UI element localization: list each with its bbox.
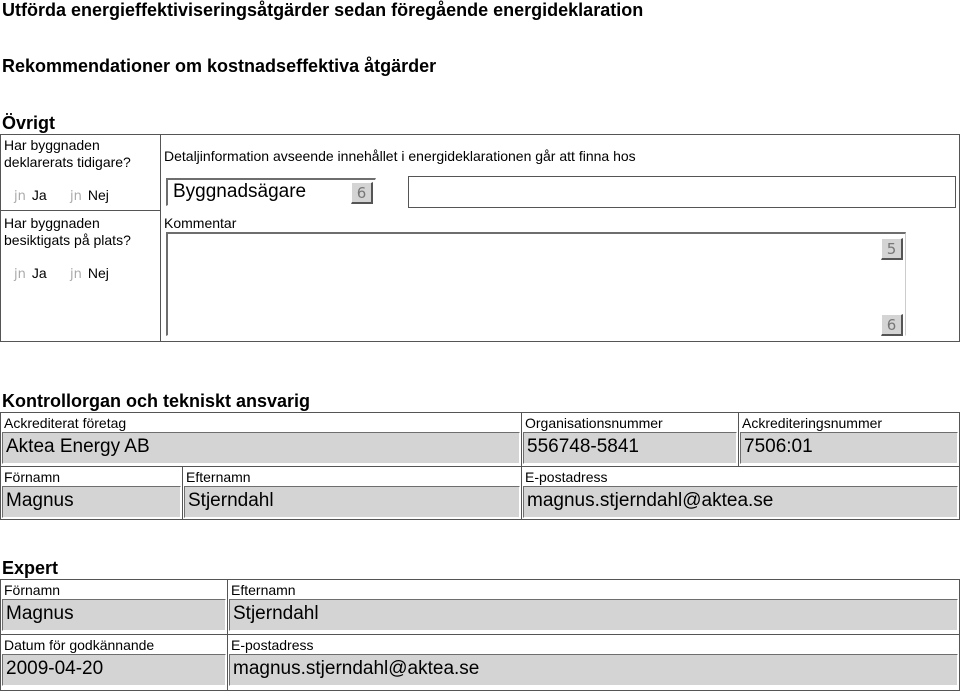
- dropdown-arrow-icon[interactable]: 6: [351, 182, 373, 204]
- yes-label: Ja: [31, 187, 47, 203]
- radio-icon: jn: [14, 189, 26, 204]
- no-label: Nej: [87, 187, 109, 203]
- accreditation-field[interactable]: 7506:01: [740, 432, 958, 464]
- control-email-field[interactable]: magnus.stjerndahl@aktea.se: [523, 486, 958, 518]
- expert-heading: Expert: [2, 558, 59, 578]
- scroll-down-icon[interactable]: 6: [881, 314, 903, 336]
- inspected-yes-radio[interactable]: [14, 265, 47, 282]
- other-heading: Övrigt: [2, 113, 56, 133]
- expert-email-label: E-postadress: [231, 637, 314, 653]
- expert-row-divider: [0, 634, 960, 635]
- company-field[interactable]: Aktea Energy AB: [2, 432, 520, 464]
- approval-date-label: Datum för godkännande: [4, 637, 155, 653]
- control-col-divider-2: [738, 412, 739, 467]
- expert-lastname-field[interactable]: Stjerndahl: [229, 599, 958, 631]
- radio-icon: jn: [14, 267, 26, 282]
- detail-info-select[interactable]: [166, 178, 376, 206]
- comment-label: Kommentar: [164, 215, 237, 231]
- radio-icon: jn: [70, 267, 82, 282]
- control-lastname-label: Efternamn: [186, 469, 251, 485]
- approval-date-field[interactable]: 2009-04-20: [2, 654, 226, 686]
- control-lastname-field[interactable]: Stjerndahl: [184, 486, 520, 518]
- radio-icon: jn: [70, 189, 82, 204]
- detail-info-extra-field[interactable]: [408, 176, 956, 208]
- expert-lastname-label: Efternamn: [231, 582, 296, 598]
- control-firstname-field[interactable]: Magnus: [2, 486, 181, 518]
- control-col-divider-1: [521, 412, 522, 520]
- scroll-up-icon[interactable]: 5: [881, 238, 903, 260]
- control-email-label: E-postadress: [525, 469, 608, 485]
- yes-label: Ja: [31, 265, 47, 281]
- completed-measures-heading: Utförda energieffektiviseringsåtgärder sedan föregående energideklaration: [2, 0, 644, 20]
- declared-before-yes-radio[interactable]: [14, 187, 47, 204]
- detail-info-value: Byggnadsägare: [173, 181, 307, 202]
- other-question-divider: [0, 210, 161, 211]
- detail-info-label: Detaljinformation avseende innehållet i energideklarationen går att finna hos: [164, 148, 636, 164]
- expert-email-field[interactable]: magnus.stjerndahl@aktea.se: [229, 654, 958, 686]
- inspected-no-radio[interactable]: [70, 265, 109, 282]
- expert-col-divider: [227, 579, 228, 691]
- declared-before-question: Har byggnaden deklarerats tidigare?: [4, 137, 131, 170]
- orgnr-field[interactable]: 556748-5841: [523, 432, 737, 464]
- expert-firstname-field[interactable]: Magnus: [2, 599, 226, 631]
- expert-firstname-label: Förnamn: [4, 582, 61, 598]
- control-body-heading: Kontrollorgan och tekniskt ansvarig: [2, 391, 311, 411]
- inspected-on-site-question: Har byggnaden besiktigats på plats?: [4, 215, 131, 248]
- accreditation-label: Ackrediteringsnummer: [742, 415, 883, 431]
- other-divider: [160, 134, 161, 342]
- comment-textarea[interactable]: [166, 232, 906, 336]
- orgnr-label: Organisationsnummer: [525, 415, 663, 431]
- declared-before-no-radio[interactable]: [70, 187, 109, 204]
- company-label: Ackrediterat företag: [4, 415, 127, 431]
- control-row-divider: [0, 466, 960, 467]
- control-firstname-label: Förnamn: [4, 469, 61, 485]
- control-col-divider-3: [182, 466, 183, 520]
- no-label: Nej: [87, 265, 109, 281]
- recommendations-heading: Rekommendationer om kostnadseffektiva åtgärder: [2, 56, 437, 76]
